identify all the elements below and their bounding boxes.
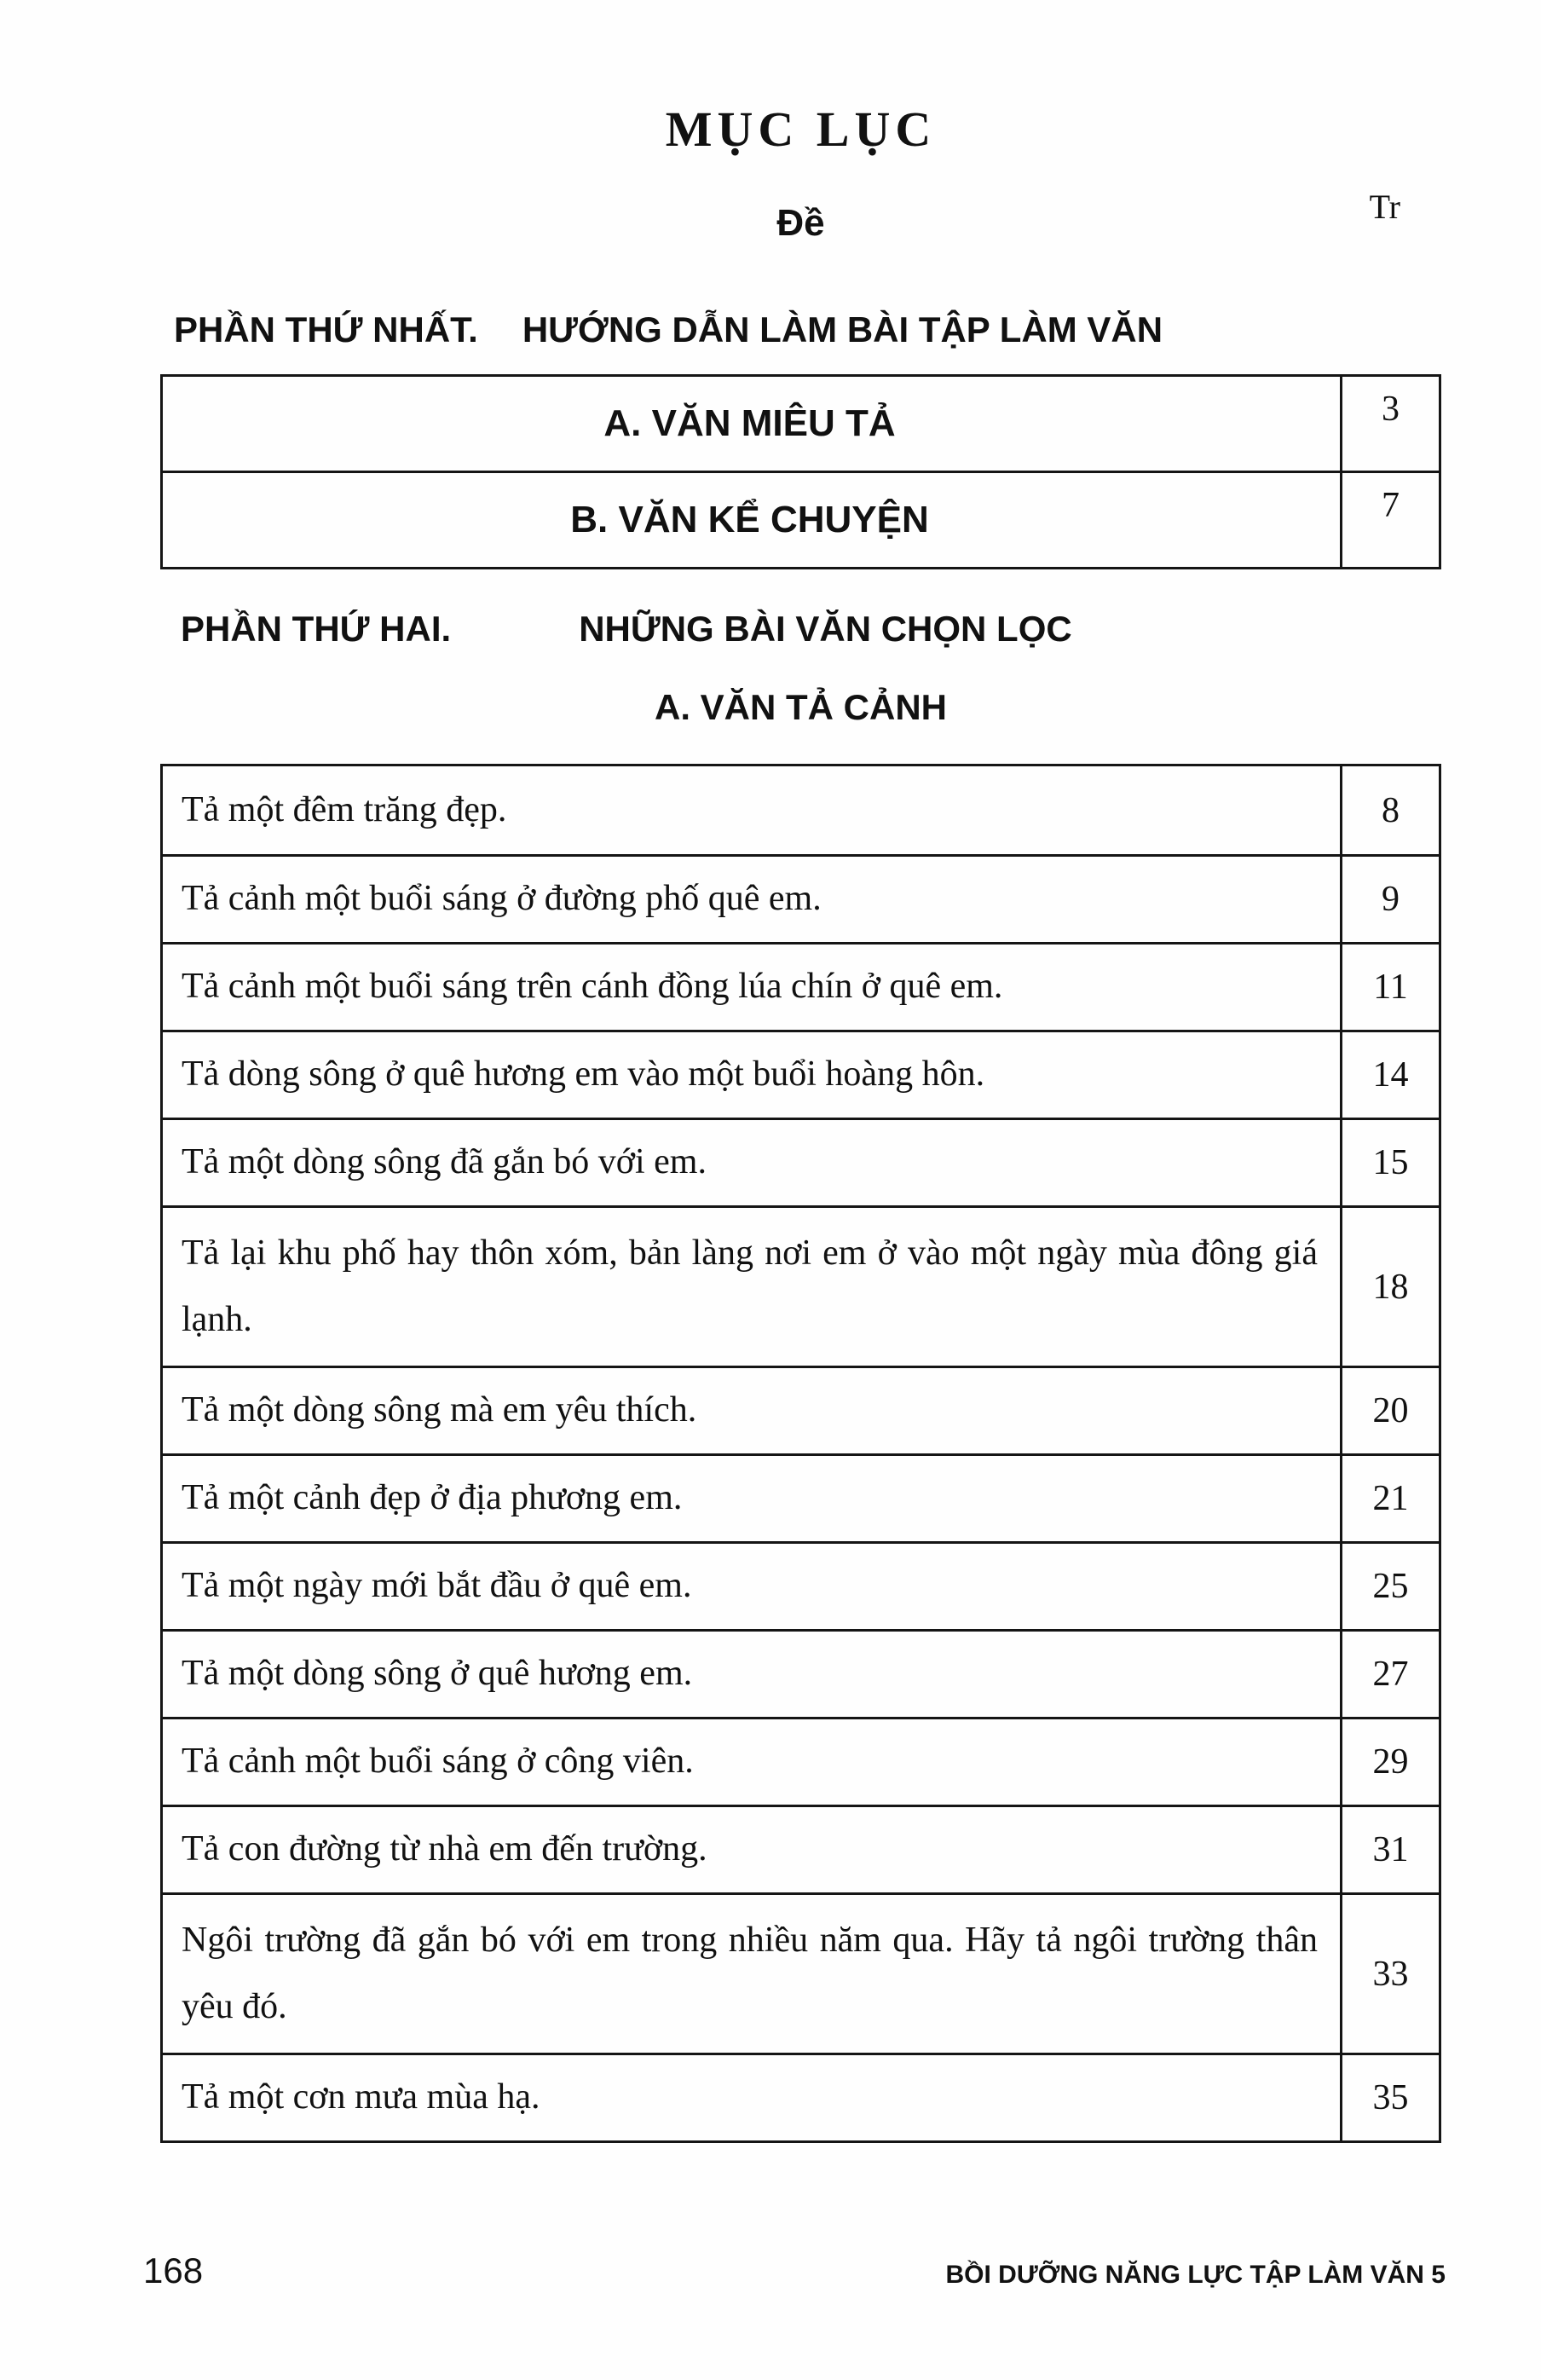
toc-row (163, 1717, 1439, 1805)
toc-entry-title: Tả một dòng sông ở quê hương em. (182, 1654, 693, 1694)
toc-entry-title: Tả một dòng sông đã gắn bó với em. (182, 1142, 707, 1182)
part2-heading-title: NHỮNG BÀI VĂN CHỌN LỌC (579, 609, 1072, 649)
part2-heading (160, 609, 1441, 650)
section-label: A. VĂN MIÊU TẢ (603, 402, 896, 445)
toc-content (160, 0, 1441, 2143)
toc-row (163, 1629, 1439, 1717)
page-footer (143, 2250, 1446, 2291)
toc-entry-page: 27 (1340, 1632, 1439, 1717)
toc-entry-title: Tả cảnh một buổi sáng ở công viên. (182, 1742, 694, 1782)
toc-entry-page: 18 (1340, 1208, 1439, 1366)
toc-row (163, 1541, 1439, 1629)
toc-row (163, 1805, 1439, 1892)
toc-entry-title: Tả một cơn mưa mùa hạ. (182, 2077, 540, 2117)
footer-book-title: BỒI DƯỠNG NĂNG LỰC TẬP LÀM VĂN 5 (945, 2261, 1446, 2289)
toc-entry-page: 9 (1340, 857, 1439, 942)
toc-entry-page: 25 (1340, 1544, 1439, 1629)
toc-entry-page: 20 (1340, 1368, 1439, 1453)
toc-entry-title: Tả con đường từ nhà em đến trường. (182, 1829, 707, 1869)
page-title: MỤC LỤC (665, 101, 937, 157)
column-header-tr: Tr (1369, 188, 1400, 226)
part1-heading-label: PHẦN THỨ NHẤT. (174, 309, 478, 349)
toc-row (163, 1453, 1439, 1541)
section-row (163, 471, 1439, 567)
toc-entry-title: Tả cảnh một buổi sáng ở đường phố quê em. (182, 879, 822, 919)
toc-entry-page: 8 (1340, 766, 1439, 854)
toc-row (163, 1366, 1439, 1453)
part1-table (160, 374, 1441, 569)
toc-row (163, 2053, 1439, 2140)
toc-entry-title: Tả một cảnh đẹp ở địa phương em. (182, 1478, 683, 1518)
toc-row (163, 1118, 1439, 1205)
column-headers (160, 188, 1441, 262)
section-row (163, 377, 1439, 471)
part2-table (160, 764, 1441, 2143)
toc-entry-title: Tả một đêm trăng đẹp. (182, 789, 507, 829)
section-label: B. VĂN KỂ CHUYỆN (570, 499, 929, 541)
toc-entry-page: 29 (1340, 1719, 1439, 1805)
footer-page-number: 168 (143, 2250, 204, 2290)
section-page-number: 7 (1340, 473, 1439, 567)
column-header-de: Đề (776, 202, 825, 244)
toc-row (163, 1892, 1439, 2053)
toc-entry-page: 11 (1340, 944, 1439, 1030)
toc-row (163, 1205, 1439, 1366)
part2-heading-label: PHẦN THỨ HAI. (181, 609, 452, 649)
toc-entry-title: Tả dòng sông ở quê hương em vào một buổi hoàng hôn. (182, 1054, 985, 1095)
toc-entry-title: Ngôi trường đã gắn bó với em trong nhiều năm qua. Hãy tả ngôi trường thân yêu đó. (182, 1920, 1318, 2026)
toc-entry-page: 14 (1340, 1032, 1439, 1118)
toc-entry-title: Tả lại khu phố hay thôn xóm, bản làng nơi em ở vào một ngày mùa đông giá lạnh. (182, 1233, 1318, 1339)
toc-entry-title: Tả cảnh một buổi sáng trên cánh đồng lúa chín ở quê em. (182, 967, 1003, 1007)
toc-row (163, 854, 1439, 942)
toc-entry-title: Tả một ngày mới bắt đầu ở quê em. (182, 1566, 692, 1606)
toc-entry-page: 15 (1340, 1120, 1439, 1205)
part1-heading-title: HƯỚNG DẪN LÀM BÀI TẬP LÀM VĂN (522, 309, 1163, 349)
toc-entry-page: 31 (1340, 1807, 1439, 1892)
toc-entry-title: Tả một dòng sông mà em yêu thích. (182, 1390, 697, 1430)
part2-subheading: A. VĂN TẢ CẢNH (655, 687, 947, 727)
part1-heading (160, 309, 1441, 350)
toc-row (163, 942, 1439, 1030)
toc-entry-page: 35 (1340, 2055, 1439, 2140)
toc-row (163, 766, 1439, 854)
section-page-number: 3 (1340, 377, 1439, 471)
toc-entry-page: 21 (1340, 1456, 1439, 1541)
toc-row (163, 1030, 1439, 1118)
toc-entry-page: 33 (1340, 1895, 1439, 2053)
